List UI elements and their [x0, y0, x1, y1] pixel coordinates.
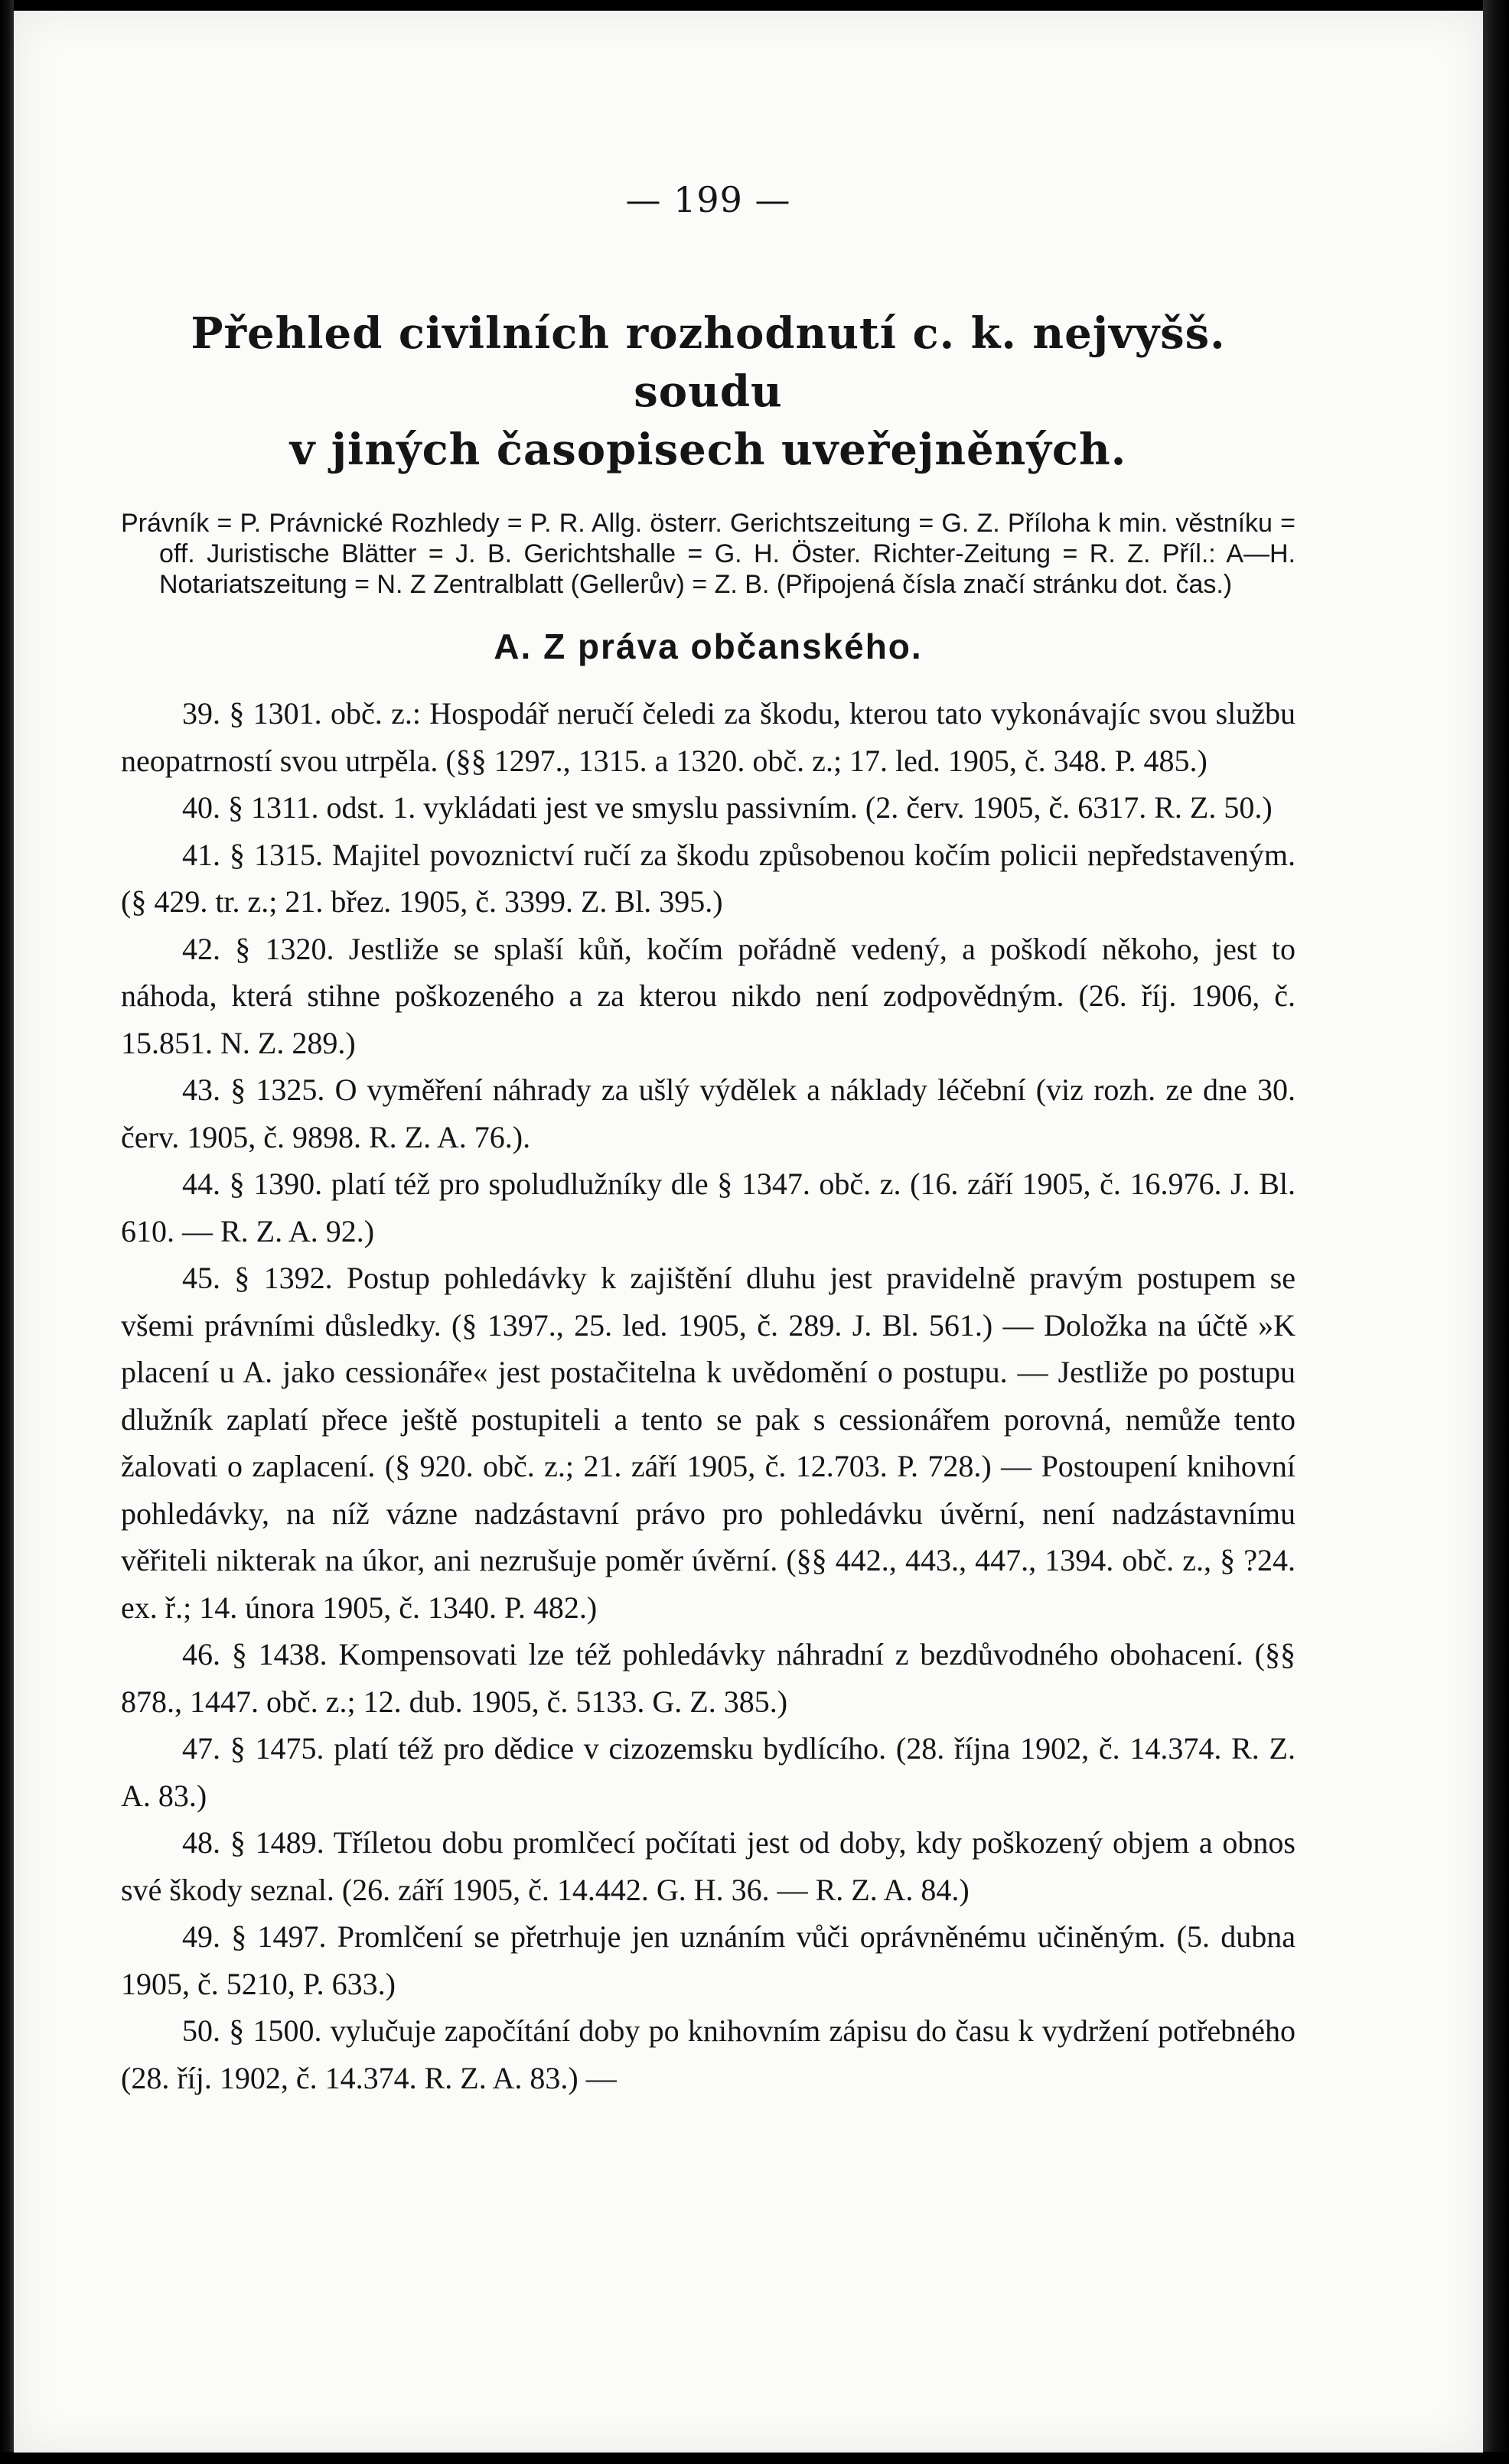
- entry-39: 39. § 1301. obč. z.: Hospodář neručí čeledi za škodu, kterou tato vykonávajíc svou službu neopatrností svou utrpěla. (§§ 1297., 1315. a 1320. obč. z.; 17. led. 1905, č. 348. P. 485.): [121, 696, 1296, 778]
- scan-border-right: [1483, 0, 1509, 2464]
- entry-43: 43. § 1325. O vyměření náhrady za ušlý výdělek a náklady léčební (viz rozh. ze dne 30. červ. 1905, č. 9898. R. Z. A. 76.).: [121, 1073, 1296, 1154]
- entry-42: 42. § 1320. Jestliže se splaší kůň, kočím pořádně vedený, a poškodí někoho, jest to náhoda, která stihne poškozeného a za kterou nikdo není zodpovědným. (26. říj. 1906, č. 15.851. N. Z. 289.): [121, 931, 1296, 1060]
- entry-49: 49. § 1497. Promlčení se přetrhuje jen uznáním vůči oprávněnému učiněným. (5. dubna 1905, č. 5210, P. 633.): [121, 1919, 1296, 2001]
- entry-46: 46. § 1438. Kompensovati lze též pohledávky náhradní z bezdůvodného obohacení. (§§ 878., 1447. obč. z.; 12. dub. 1905, č. 5133. G. Z. 385.): [121, 1637, 1296, 1719]
- entry-40: 40. § 1311. odst. 1. vykládati jest ve smyslu passivním. (2. červ. 1905, č. 6317. R. Z. 50.): [182, 790, 1273, 825]
- entry-47: 47. § 1475. platí též pro dědice v cizozemsku bydlícího. (28. října 1902, č. 14.374. R. Z. A. 83.): [121, 1731, 1296, 1813]
- page-title: [121, 304, 1296, 479]
- page-number: — 199 —: [625, 179, 791, 220]
- abbreviations-paragraph: [121, 508, 1296, 600]
- scan-border-top: [0, 0, 1509, 11]
- entry-50: 50. § 1500. vylučuje započítání doby po knihovním zápisu do času k vydržení potřebného (28. říj. 1902, č. 14.374. R. Z. A. 83.) —: [121, 2013, 1296, 2095]
- page-content: [121, 179, 1296, 2101]
- entry-44: 44. § 1390. platí též pro spoludlužníky dle § 1347. obč. z. (16. září 1905, č. 16.976. J. Bl. 610. — R. Z. A. 92.): [121, 1167, 1296, 1248]
- abbreviations-text: Právník = P. Právnické Rozhledy = P. R. Allg. österr. Gerichtszeitung = G. Z. Příloha k min. věstníku = off. Juristische Blätter = J. B. Gerichtshalle = G. H. Öster. Richter-Zeitung = R. Z. Příl.: A—H. Notariatszeitung = N. Z Zentralblatt (Gellerův) = Z. B. (Připojená čísla značí stránku dot. čas.): [121, 509, 1296, 599]
- scan-border-left: [0, 0, 14, 2464]
- scanned-page: [14, 11, 1483, 2453]
- entry-45: 45. § 1392. Postup pohledávky k zajištění dluhu jest pravidelně pravým postupem se všemi právními důsledky. (§ 1397., 25. led. 1905, č. 289. J. Bl. 561.) — Doložka na účtě »K placení u A. jako cessionáře« jest postačitelna k uvědomění o postupu. — Jestliže po postupu dlužník zaplatí přece ještě postupiteli a tento se pak s cessionářem porovná, nemůže tento žalovati o zaplacení. (§ 920. obč. z.; 21. září 1905, č. 12.703. P. 728.) — Postoupení knihovní pohledávky, na níž vázne nadzástavní právo pro pohledávku úvěrní, není nadzástavnímu věřiteli nikterak na úkor, ani nezrušuje poměr úvěrní. (§§ 442., 443., 447., 1394. obč. z., § ?24. ex. ř.; 14. února 1905, č. 1340. P. 482.): [121, 1261, 1296, 1625]
- title-line-2: v jiných časopisech uveřejněných.: [289, 425, 1127, 475]
- entry-48: 48. § 1489. Tříletou dobu promlčecí počítati jest od doby, kdy poškozený objem a obnos své škody seznal. (26. září 1905, č. 14.442. G. H. 36. — R. Z. A. 84.): [121, 1825, 1296, 1907]
- section-heading: A. Z práva občanského.: [494, 627, 923, 666]
- entry-41: 41. § 1315. Majitel povoznictví ručí za škodu způsobenou kočím policii nepředstaveným. (§ 429. tr. z.; 21. břez. 1905, č. 3399. Z. Bl. 395.): [121, 837, 1296, 919]
- title-line-1: Přehled civilních rozhodnutí c. k. nejvyšš. soudu: [191, 308, 1226, 417]
- entries-list: [121, 690, 1296, 2101]
- scan-border-bottom: [0, 2452, 1509, 2464]
